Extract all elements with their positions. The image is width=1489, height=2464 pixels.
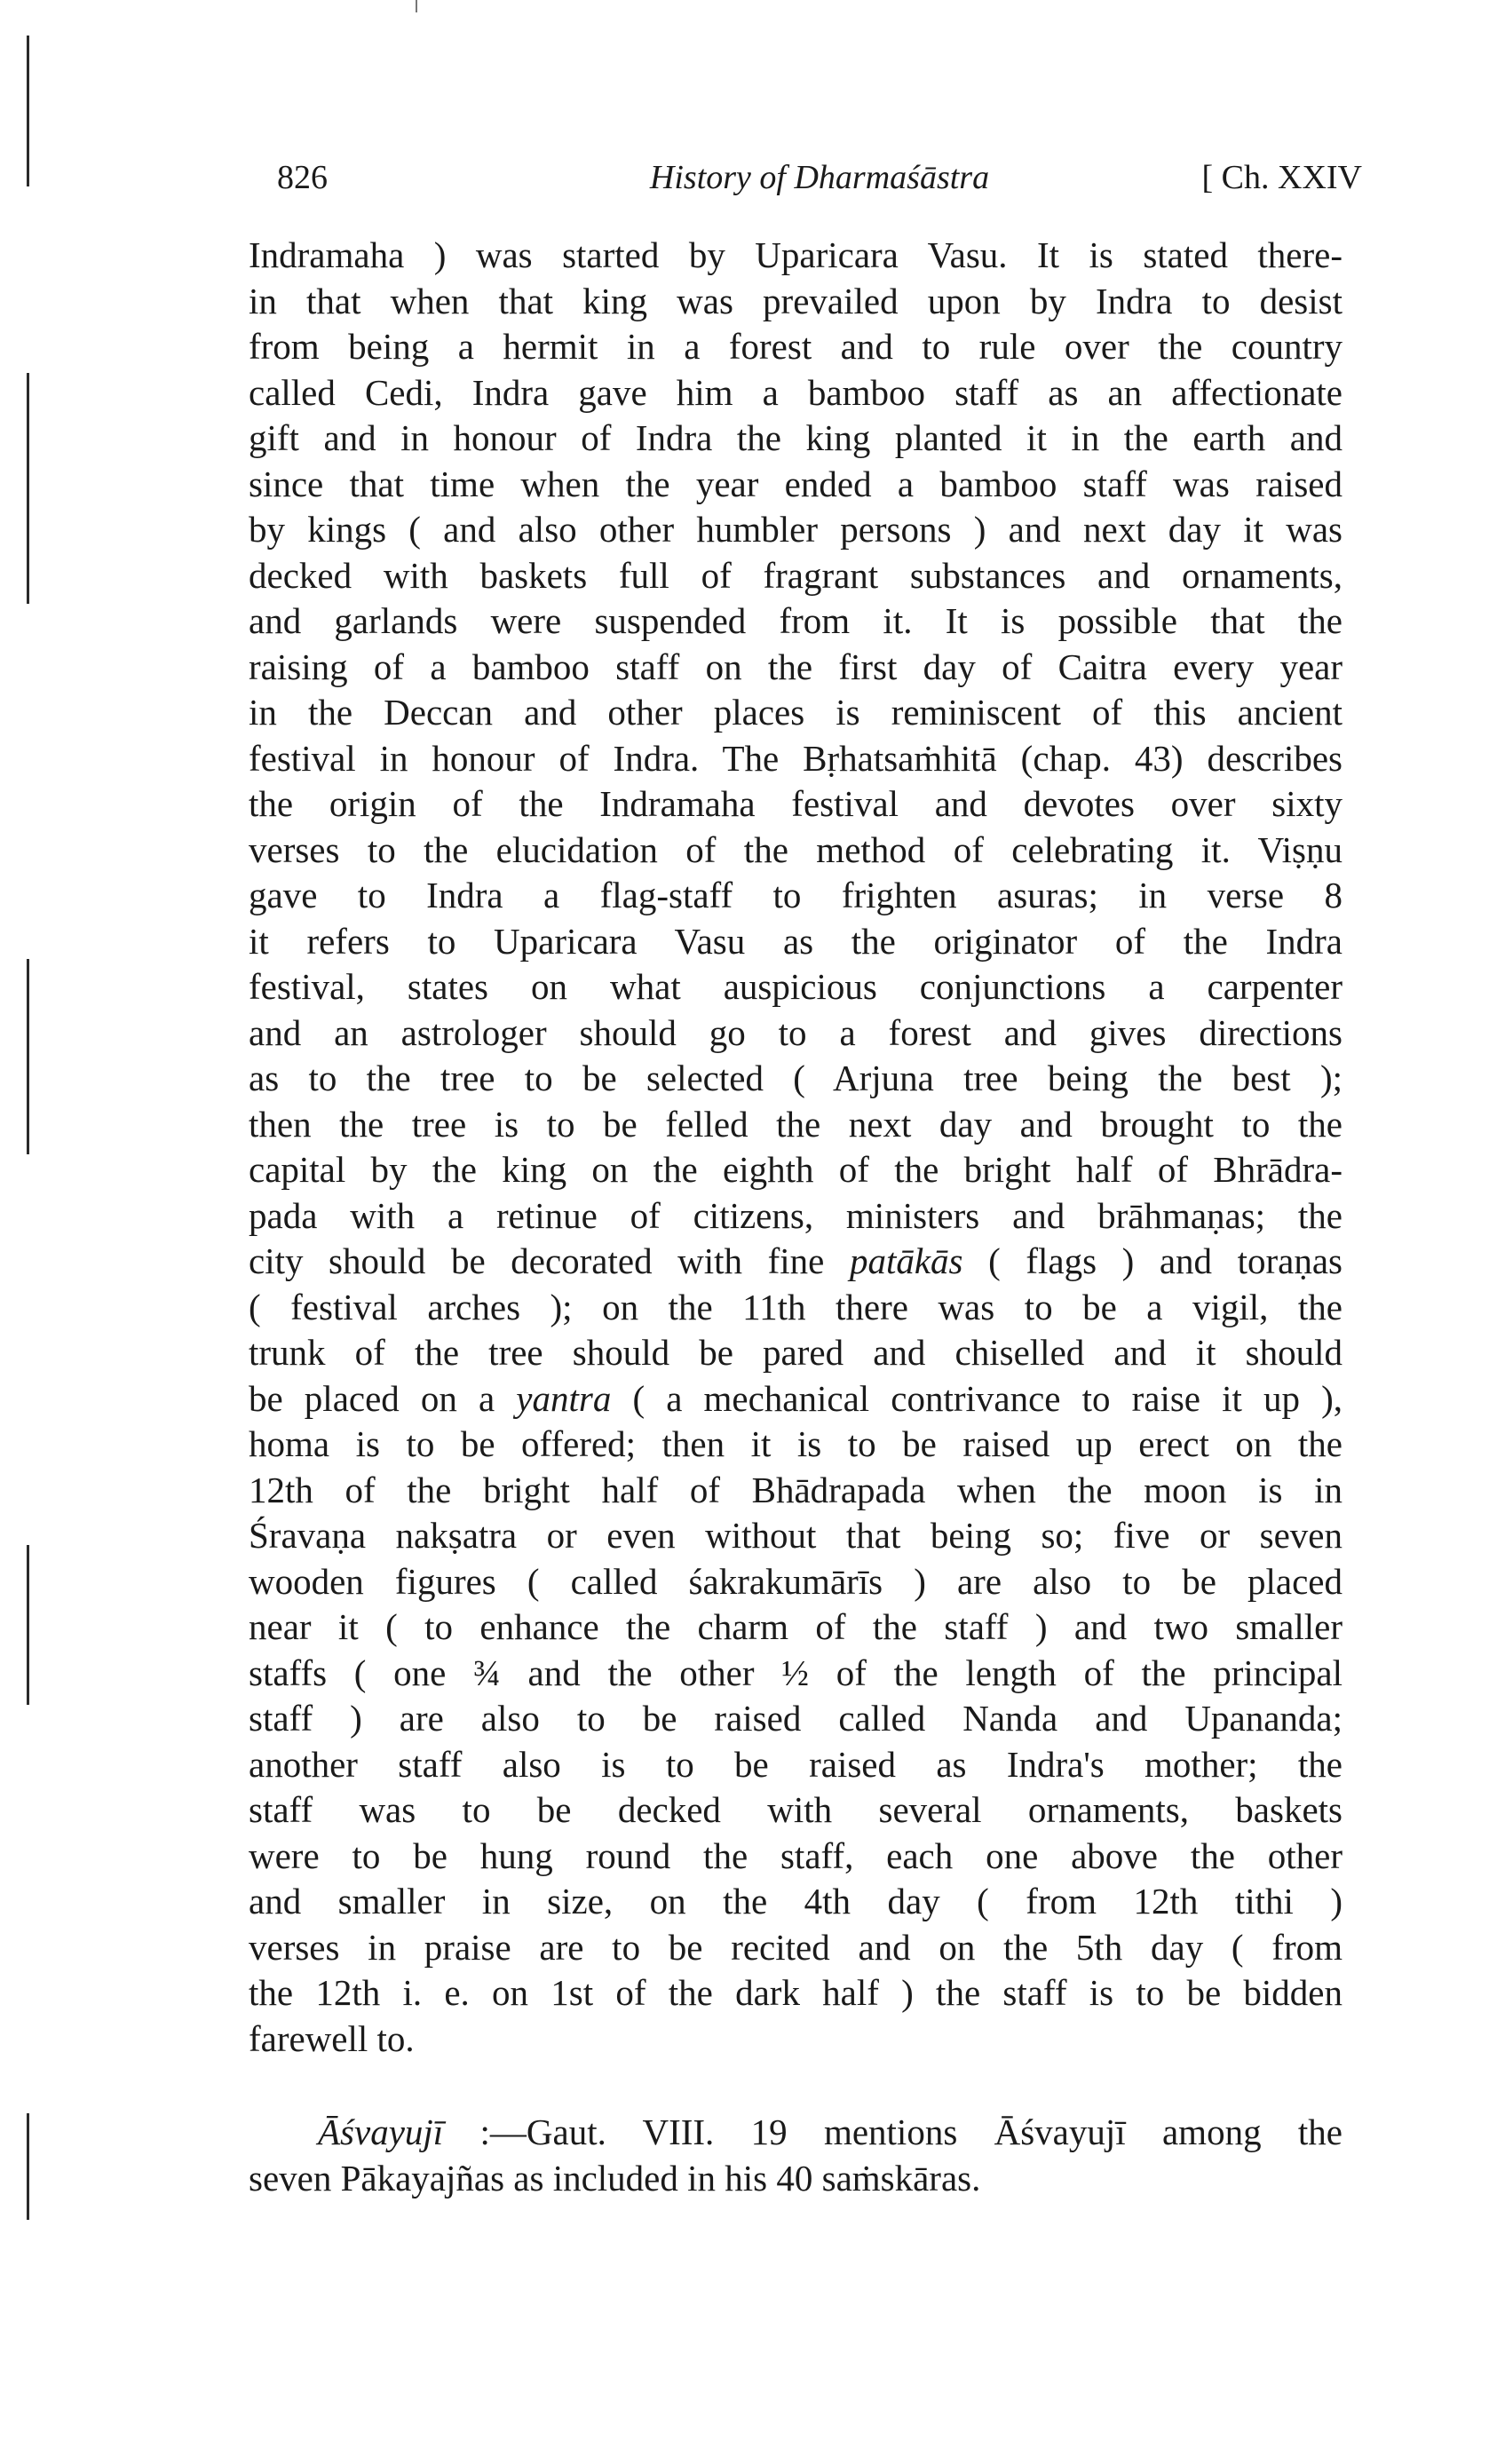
- text-line: pada with a retinue of citizens, ministers and brāhmaṇas; the: [249, 1194, 1342, 1236]
- scan-edge-line: [27, 373, 29, 604]
- italic-term-asvayuji: Āśvayujī: [318, 2111, 444, 2152]
- text-line: ( festival arches ); on the 11th there was to be a vigil, the: [249, 1286, 1342, 1327]
- text-line: seven Pākayajñas as included in his 40 saṁskāras.: [249, 2157, 981, 2199]
- scan-edge-line: [27, 1545, 29, 1705]
- text-line: by kings ( and also other humbler persons ) and next day it was: [249, 509, 1342, 550]
- scan-edge-line: [27, 959, 29, 1154]
- page-number: 826: [277, 159, 328, 196]
- text-line: gave to Indra a flag-staff to frighten asuras; in verse 8: [249, 875, 1342, 915]
- text-line-patakas: [249, 1239, 1342, 1285]
- text-line: raising of a bamboo staff on the first day of Caitra every year: [249, 646, 1342, 687]
- text-line: the origin of the Indramaha festival and devotes over sixty: [249, 783, 1342, 824]
- text-line: were to be hung round the staff, each one above the other: [249, 1834, 1342, 1876]
- text-line: staff ) are also to be raised called Nanda and Upananda;: [249, 1698, 1342, 1739]
- text-line: homa is to be offered; then it is to be raised up erect on the: [249, 1423, 1342, 1464]
- italic-term-patakas: patākās: [849, 1240, 963, 1281]
- running-title: History of Dharmaśāstra: [649, 159, 990, 196]
- text-line: wooden figures ( called śakrakumārīs ) are also to be placed: [249, 1560, 1342, 1602]
- text-run: city should be decorated with fine: [249, 1240, 850, 1281]
- chapter-reference: [ Ch. XXIV: [1201, 159, 1362, 196]
- text-line: the 12th i. e. on 1st of the dark half ) the staff is to be bidden: [249, 1972, 1342, 2013]
- text-line: and smaller in size, on the 4th day ( from 12th tithi ): [249, 1881, 1342, 1921]
- text-line: 12th of the bright half of Bhādrapada when the moon is in: [249, 1469, 1342, 1510]
- text-line: capital by the king on the eighth of the bright half of Bhrādra-: [249, 1149, 1342, 1190]
- text-line: farewell to.: [249, 2017, 415, 2059]
- paragraph-indramaha: [249, 233, 1342, 2062]
- text-line: from being a hermit in a forest and to rule over the country: [249, 326, 1342, 367]
- text-line: in the Deccan and other places is reminiscent of this ancient: [249, 692, 1342, 733]
- text-line: and garlands were suspended from it. It is possible that the: [249, 600, 1342, 641]
- italic-term-yantra: yantra: [516, 1377, 612, 1419]
- text-line: staffs ( one ¾ and the other ½ of the length of the principal: [249, 1652, 1342, 1693]
- paragraph-gap: [249, 2062, 1342, 2110]
- text-line: decked with baskets full of fragrant substances and ornaments,: [249, 554, 1342, 596]
- text-run: be placed on a: [249, 1377, 517, 1419]
- text-line: near it ( to enhance the charm of the staff ) and two smaller: [249, 1606, 1342, 1647]
- scan-mark: [416, 0, 417, 12]
- text-line: gift and in honour of Indra the king planted it in the earth and: [249, 417, 1342, 458]
- text-line: Indramaha ) was started by Uparicara Vasu. It is stated there-: [249, 234, 1342, 275]
- text-line: staff was to be decked with several ornaments, baskets: [249, 1789, 1342, 1830]
- body-text: [249, 233, 1342, 2201]
- text-run: :—Gaut. VIII. 19 mentions Āśvayujī among the: [443, 2111, 1342, 2152]
- text-line-asvayuji: [249, 2110, 1342, 2156]
- text-line: verses in praise are to be recited and on the 5th day ( from: [249, 1926, 1342, 1968]
- text-line: then the tree is to be felled the next day and brought to the: [249, 1103, 1342, 1145]
- paragraph-asvayuji: [249, 2110, 1342, 2201]
- text-line: in that when that king was prevailed upon by Indra to desist: [249, 280, 1342, 321]
- text-run: ( flags ) and toraṇas: [962, 1240, 1342, 1281]
- text-line: festival, states on what auspicious conjunctions a carpenter: [249, 966, 1342, 1007]
- text-line: trunk of the tree should be pared and chiselled and it should: [249, 1332, 1342, 1373]
- text-run: ( a mechanical contrivance to raise it up ),: [611, 1377, 1342, 1419]
- text-line: since that time when the year ended a bamboo staff was raised: [249, 463, 1342, 504]
- scan-edge-line: [27, 2113, 29, 2220]
- page-header: [277, 158, 1362, 211]
- text-line: called Cedi, Indra gave him a bamboo staff as an affectionate: [249, 371, 1342, 413]
- scan-edge-line: [27, 36, 29, 186]
- text-line-yantra: [249, 1376, 1342, 1422]
- text-line: Śravaṇa nakṣatra or even without that being so; five or seven: [249, 1515, 1342, 1556]
- text-line: and an astrologer should go to a forest and gives directions: [249, 1011, 1342, 1053]
- text-line: festival in honour of Indra. The Bṛhatsaṁhitā (chap. 43) describes: [249, 737, 1342, 779]
- text-line: as to the tree to be selected ( Arjuna tree being the best );: [249, 1058, 1342, 1098]
- text-line: it refers to Uparicara Vasu as the originator of the Indra: [249, 920, 1342, 962]
- text-line: verses to the elucidation of the method of celebrating it. Viṣṇu: [249, 828, 1342, 870]
- text-line: another staff also is to be raised as Indra's mother; the: [249, 1743, 1342, 1785]
